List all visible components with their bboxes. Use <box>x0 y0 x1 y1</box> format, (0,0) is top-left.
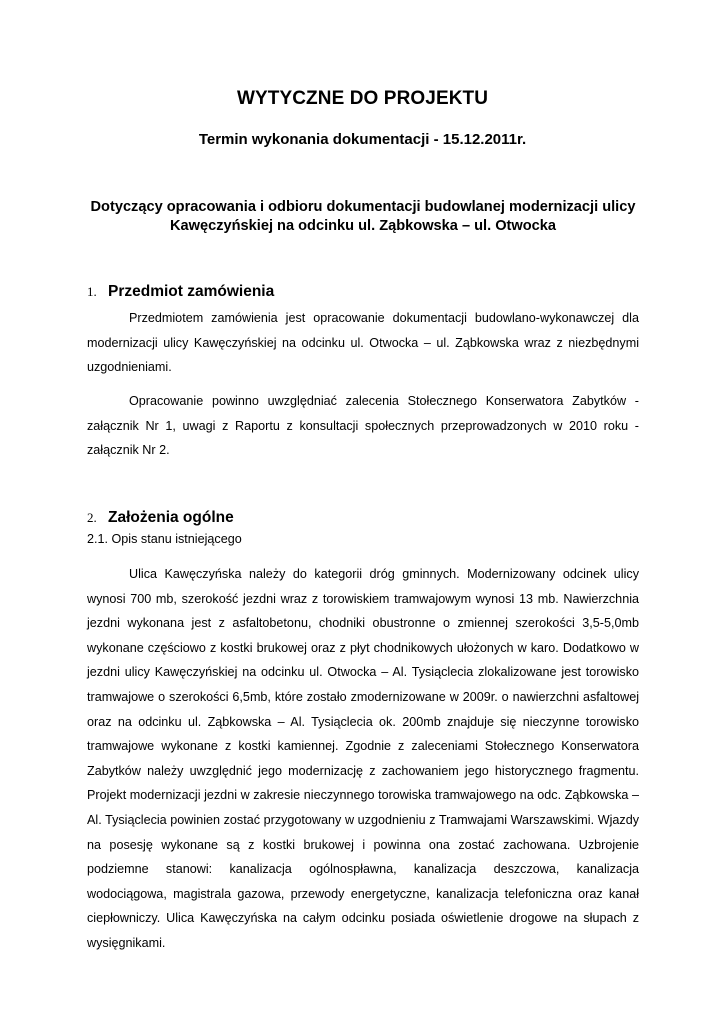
document-title: WYTYCZNE DO PROJEKTU <box>236 88 489 109</box>
section-number: 1. <box>87 284 97 299</box>
paragraph: Przedmiotem zamówienia jest opracowanie dokumentacji budowlano-wykonawczej dla modernizacji ulicy Kawęczyńskiej na odcinku ul. Otwocka – ul. Ząbkowska wraz z niezbędnymi uzgodnieniami. <box>87 311 639 375</box>
section-heading-1 <box>87 283 274 301</box>
section-title: Założenia ogólne <box>108 509 234 526</box>
subsection-heading: 2.1. Opis stanu istniejącego <box>87 532 242 546</box>
section-title: Przedmiot zamówienia <box>108 283 275 300</box>
document-subject: Dotyczący opracowania i odbioru dokumentacji budowlanej modernizacji ulicy Kawęczyńskiej na odcinku ul. Ząbkowska – ul. Otwocka <box>90 199 636 234</box>
deadline-line: Termin wykonania dokumentacji - 15.12.2011r. <box>198 131 527 148</box>
paragraph: Opracowanie powinno uwzględniać zalecenia Stołecznego Konserwatora Zabytków - załącznik Nr 1, uwagi z Raportu z konsultacji społecznych przeprowadzonych w 2010 roku - załącznik Nr 2. <box>87 394 639 458</box>
section-heading-2 <box>87 509 234 527</box>
section-number: 2. <box>87 510 97 525</box>
paragraph: Ulica Kawęczyńska należy do kategorii dróg gminnych. Modernizowany odcinek ulicy wynosi 700 mb, szerokość jezdni wraz z torowiskiem tramwajowym wynosi 13 mb. Nawierzchnia jezdni wykonana jest z asfaltobetonu, chodniki obustronne o zmiennej szerokości 3,5-5,0mb wykonane częściowo z kostki brukowej oraz z płyt chodnikowych ułożonych w karo. Dodatkowo w jezdni ulicy Kawęczyńskiej na odcinku ul. Otwocka – Al. Tysiąclecia zlokalizowane jest torowisko tramwajowe o szerokości 6,5mb, które zostało zmodernizowane w 2009r. o nawierzchni asfaltowej oraz na odcinku ul. Ząbkowska – Al. Tysiąclecia ok. 200mb znajduje się nieczynne torowisko tramwajowe wykonane z kostki kamiennej. Zgodnie z zaleceniami Stołecznego Konserwatora Zabytków należy uwzględnić jego modernizację z zachowaniem jego historycznego fragmentu. Projekt modernizacji jezdni w zakresie nieczynnego torowiska tramwajowego na odc. Ząbkowska – Al. Tysiąclecia powinien zostać przygotowany w uzgodnieniu z Tramwajami Warszawskimi. Wjazdy na posesję wykonane są z kostki brukowej i powinna ona zostać zachowana. Uzbrojenie podziemne stanowi: kanalizacja ogólnospławna, kanalizacja deszczowa, kanalizacja wodociągowa, magistrala gazowa, przewody energetyczne, kanalizacja telefoniczna oraz kanał ciepłowniczy. Ulica Kawęczyńska na całym odcinku posiada oświetlenie drogowe na słupach z wysięgnikami. <box>87 567 639 950</box>
